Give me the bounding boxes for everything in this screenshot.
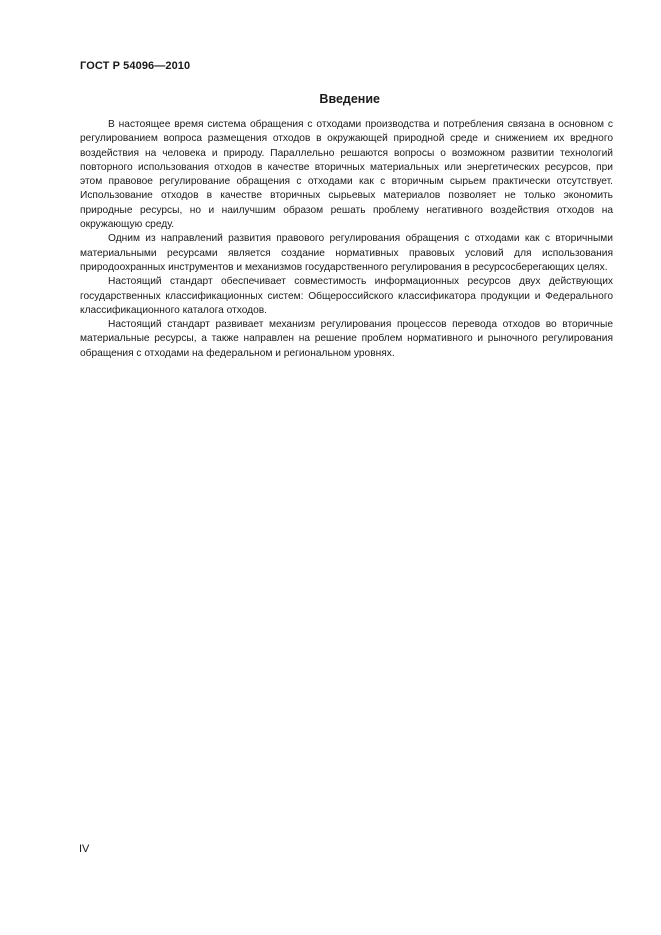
paragraph-2: Одним из направлений развития правового регулирования обращения с отходами как с вторичными материальными ресурсами является создание нормативных правовых условий для использования природоохранных инструментов и механизмов государственного регулирования в ресурсосберегающих целях. <box>80 233 613 273</box>
paragraph-1: В настоящее время система обращения с отходами производства и потребления связана в основном с регулированием вопроса размещения отходов в окружающей природной среде и снижением их вредного воздействия на человека и природу. Параллельно решаются вопросы о возможном развитии технологий повторного использования отходов в качестве вторичных материальных или энергетических ресурсов, при этом правовое регулирование обращения с отходами как с вторичным сырьем практически отсутствует. Использование отходов в качестве вторичных сырьевых материалов позволяет не только экономить природные ресурсы, но и наилучшим образом решать проблему негативного воздействия отходов на окружающую среду. <box>80 119 613 231</box>
paragraph-3: Настоящий стандарт обеспечивает совместимость информационных ресурсов двух действующих государственных классификационных систем: Общероссийского классификатора продукции и Федерального классификационного каталога отходов. <box>80 276 613 316</box>
introduction-body <box>80 118 613 361</box>
standard-code-header: ГОСТ Р 54096—2010 <box>80 60 191 72</box>
paragraph-4: Настоящий стандарт развивает механизм регулирования процессов перевода отходов во вторичные материальные ресурсы, а также направлен на решение проблем нормативного и рыночного регулирования обращения с отходами на федеральном и региональном уровнях. <box>80 319 613 359</box>
section-title-text: Введение <box>319 92 380 106</box>
page-number: IV <box>79 843 90 855</box>
section-title <box>80 92 612 106</box>
